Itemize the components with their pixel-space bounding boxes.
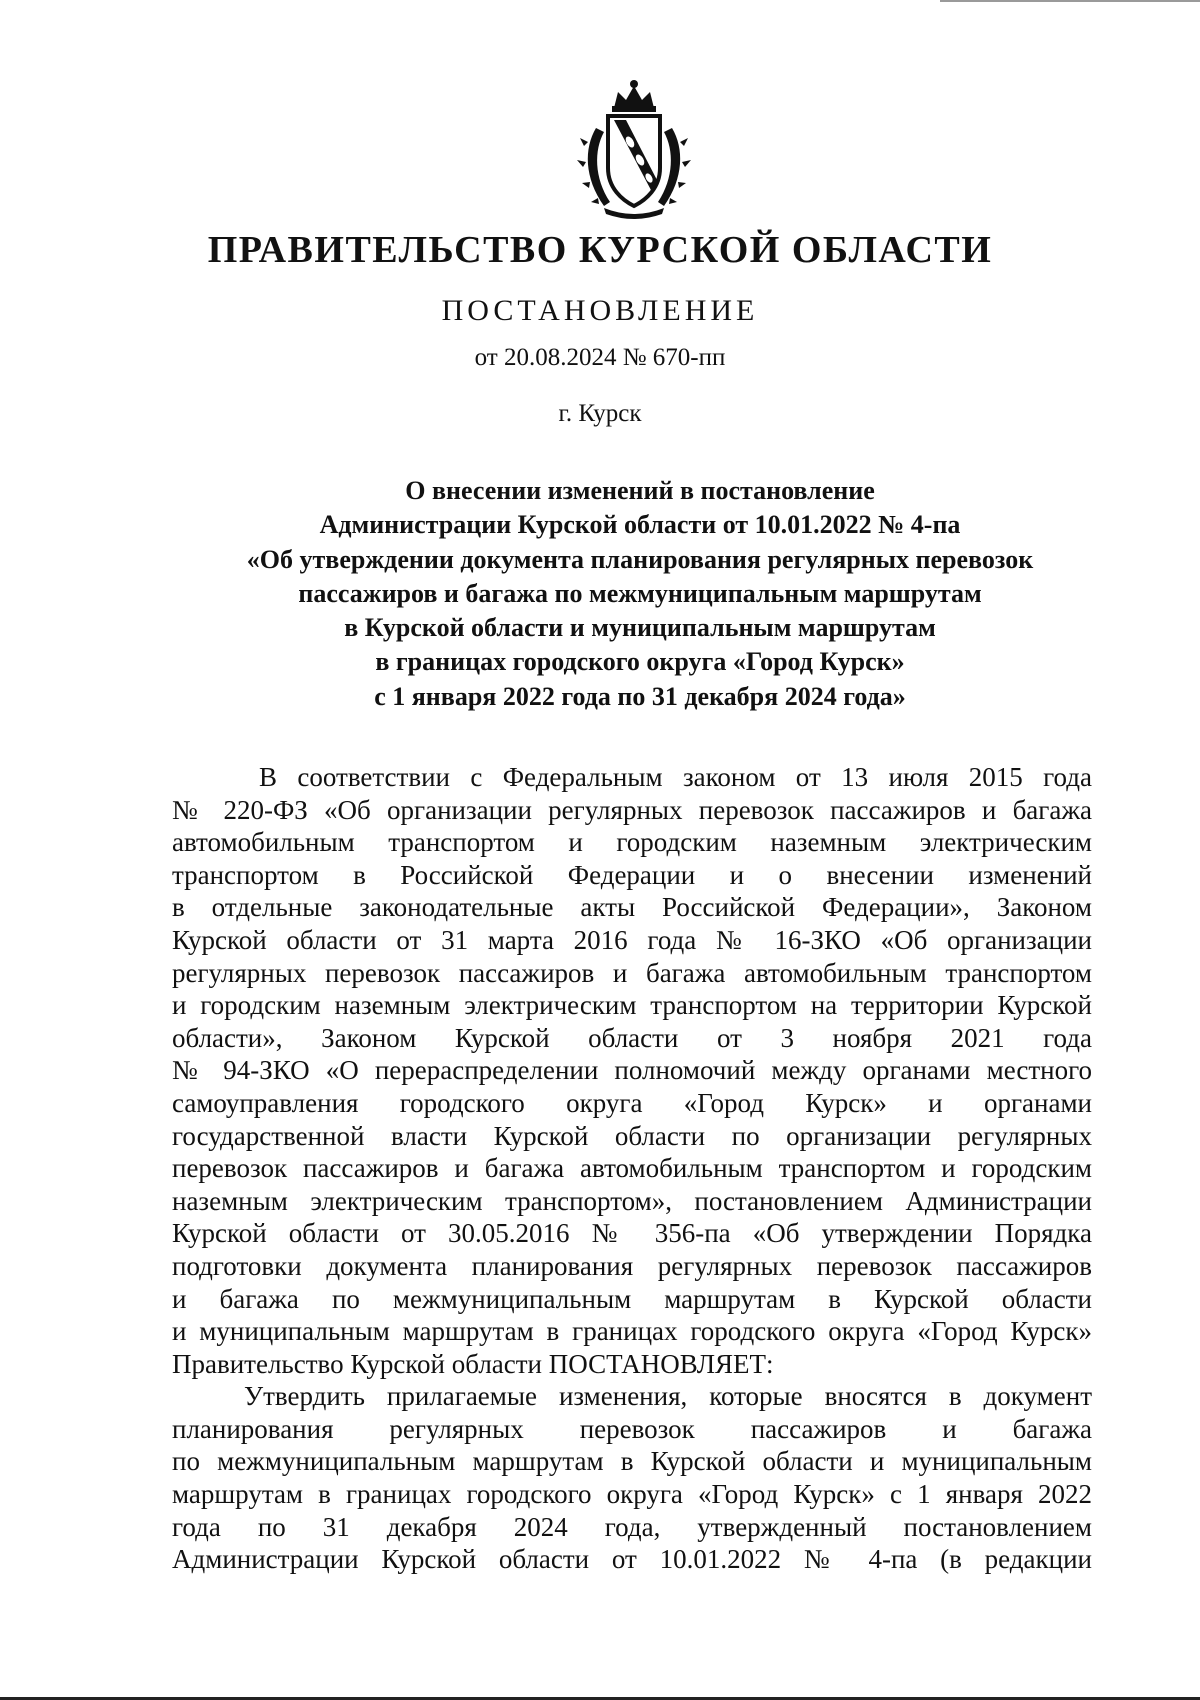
body-line: В соответствии с Федеральным законом от 13 июля 2015 года (259, 762, 1092, 792)
body-line: государственной власти Курской области по организации регулярных (172, 1120, 1092, 1151)
body-line: по межмуниципальным маршрутам в Курской области и муниципальным (172, 1446, 1092, 1477)
subject-line: О внесении изменений в постановление (405, 476, 875, 505)
subject-line: в границах городского округа «Город Курск» (375, 647, 905, 677)
body-line: Администрации Курской области от 10.01.2022 № 4-па (в редакции (172, 1544, 1092, 1575)
body-line: планирования регулярных перевозок пассажиров и багажа (172, 1413, 1092, 1444)
body-line: и багажа по межмуниципальным маршрутам в Курской области (172, 1283, 1092, 1314)
body-line: регулярных перевозок пассажиров и багажа автомобильным транспортом (172, 957, 1092, 988)
body-line: в отдельные законодательные акты Российской Федерации», Законом (172, 892, 1092, 923)
document-subject (200, 474, 1080, 714)
body-line: и муниципальным маршрутам в границах городского округа «Город Курск» (172, 1316, 1092, 1347)
body-line: маршрутам в границах городского округа «Город Курск» с 1 января 2022 (172, 1479, 1092, 1510)
subject-line: Администрации Курской области от 10.01.2022 № 4-па (319, 510, 961, 540)
subject-line: пассажиров и багажа по межмуниципальным маршрутам (298, 578, 982, 608)
government-title: ПРАВИТЕЛЬСТВО КУРСКОЙ ОБЛАСТИ (207, 229, 993, 271)
body-line: Курской области от 30.05.2016 № 356-па «Об утверждении Порядка (172, 1218, 1092, 1249)
body-line: Правительство Курской области ПОСТАНОВЛЯЕТ: (172, 1348, 774, 1379)
document-city: г. Курск (558, 400, 642, 427)
body-line: самоуправления городского округа «Город Курск» и органами (172, 1087, 1092, 1118)
document-type: ПОСТАНОВЛЕНИЕ (441, 294, 759, 327)
document-date-number: от 20.08.2024 № 670-пп (474, 344, 726, 371)
subject-line: с 1 января 2022 года по 31 декабря 2024 года» (374, 681, 906, 711)
body-line: Курской области от 31 марта 2016 года № 16-ЗКО «Об организации (172, 924, 1092, 955)
body-line: автомобильным транспортом и городским наземным электрическим (172, 827, 1092, 858)
coat-of-arms-icon (574, 78, 694, 220)
body-line: и городским наземным электрическим транспортом на территории Курской (172, 990, 1092, 1021)
body-line: № 94-ЗКО «О перераспределении полномочий между органами местного (172, 1055, 1092, 1086)
subject-line: «Об утверждении документа планирования регулярных перевозок (246, 544, 1034, 574)
body-line: подготовки документа планирования регулярных перевозок пассажиров (172, 1250, 1092, 1281)
body-line: наземным электрическим транспортом», постановлением Администрации (172, 1185, 1092, 1216)
body-line: перевозок пассажиров и багажа автомобильным транспортом и городским (172, 1153, 1092, 1184)
document-body (172, 761, 1092, 1576)
body-line: года по 31 декабря 2024 года, утвержденный постановлением (172, 1511, 1092, 1542)
body-line: № 220-ФЗ «Об организации регулярных перевозок пассажиров и багажа (172, 794, 1092, 825)
body-line: области», Законом Курской области от 3 ноября 2021 года (172, 1022, 1092, 1053)
body-line: Утвердить прилагаемые изменения, которые вносятся в документ (244, 1381, 1092, 1412)
body-line: транспортом в Российской Федерации и о внесении изменений (172, 859, 1092, 890)
top-scan-line (940, 0, 1200, 2)
subject-line: в Курской области и муниципальным маршрутам (344, 613, 936, 643)
